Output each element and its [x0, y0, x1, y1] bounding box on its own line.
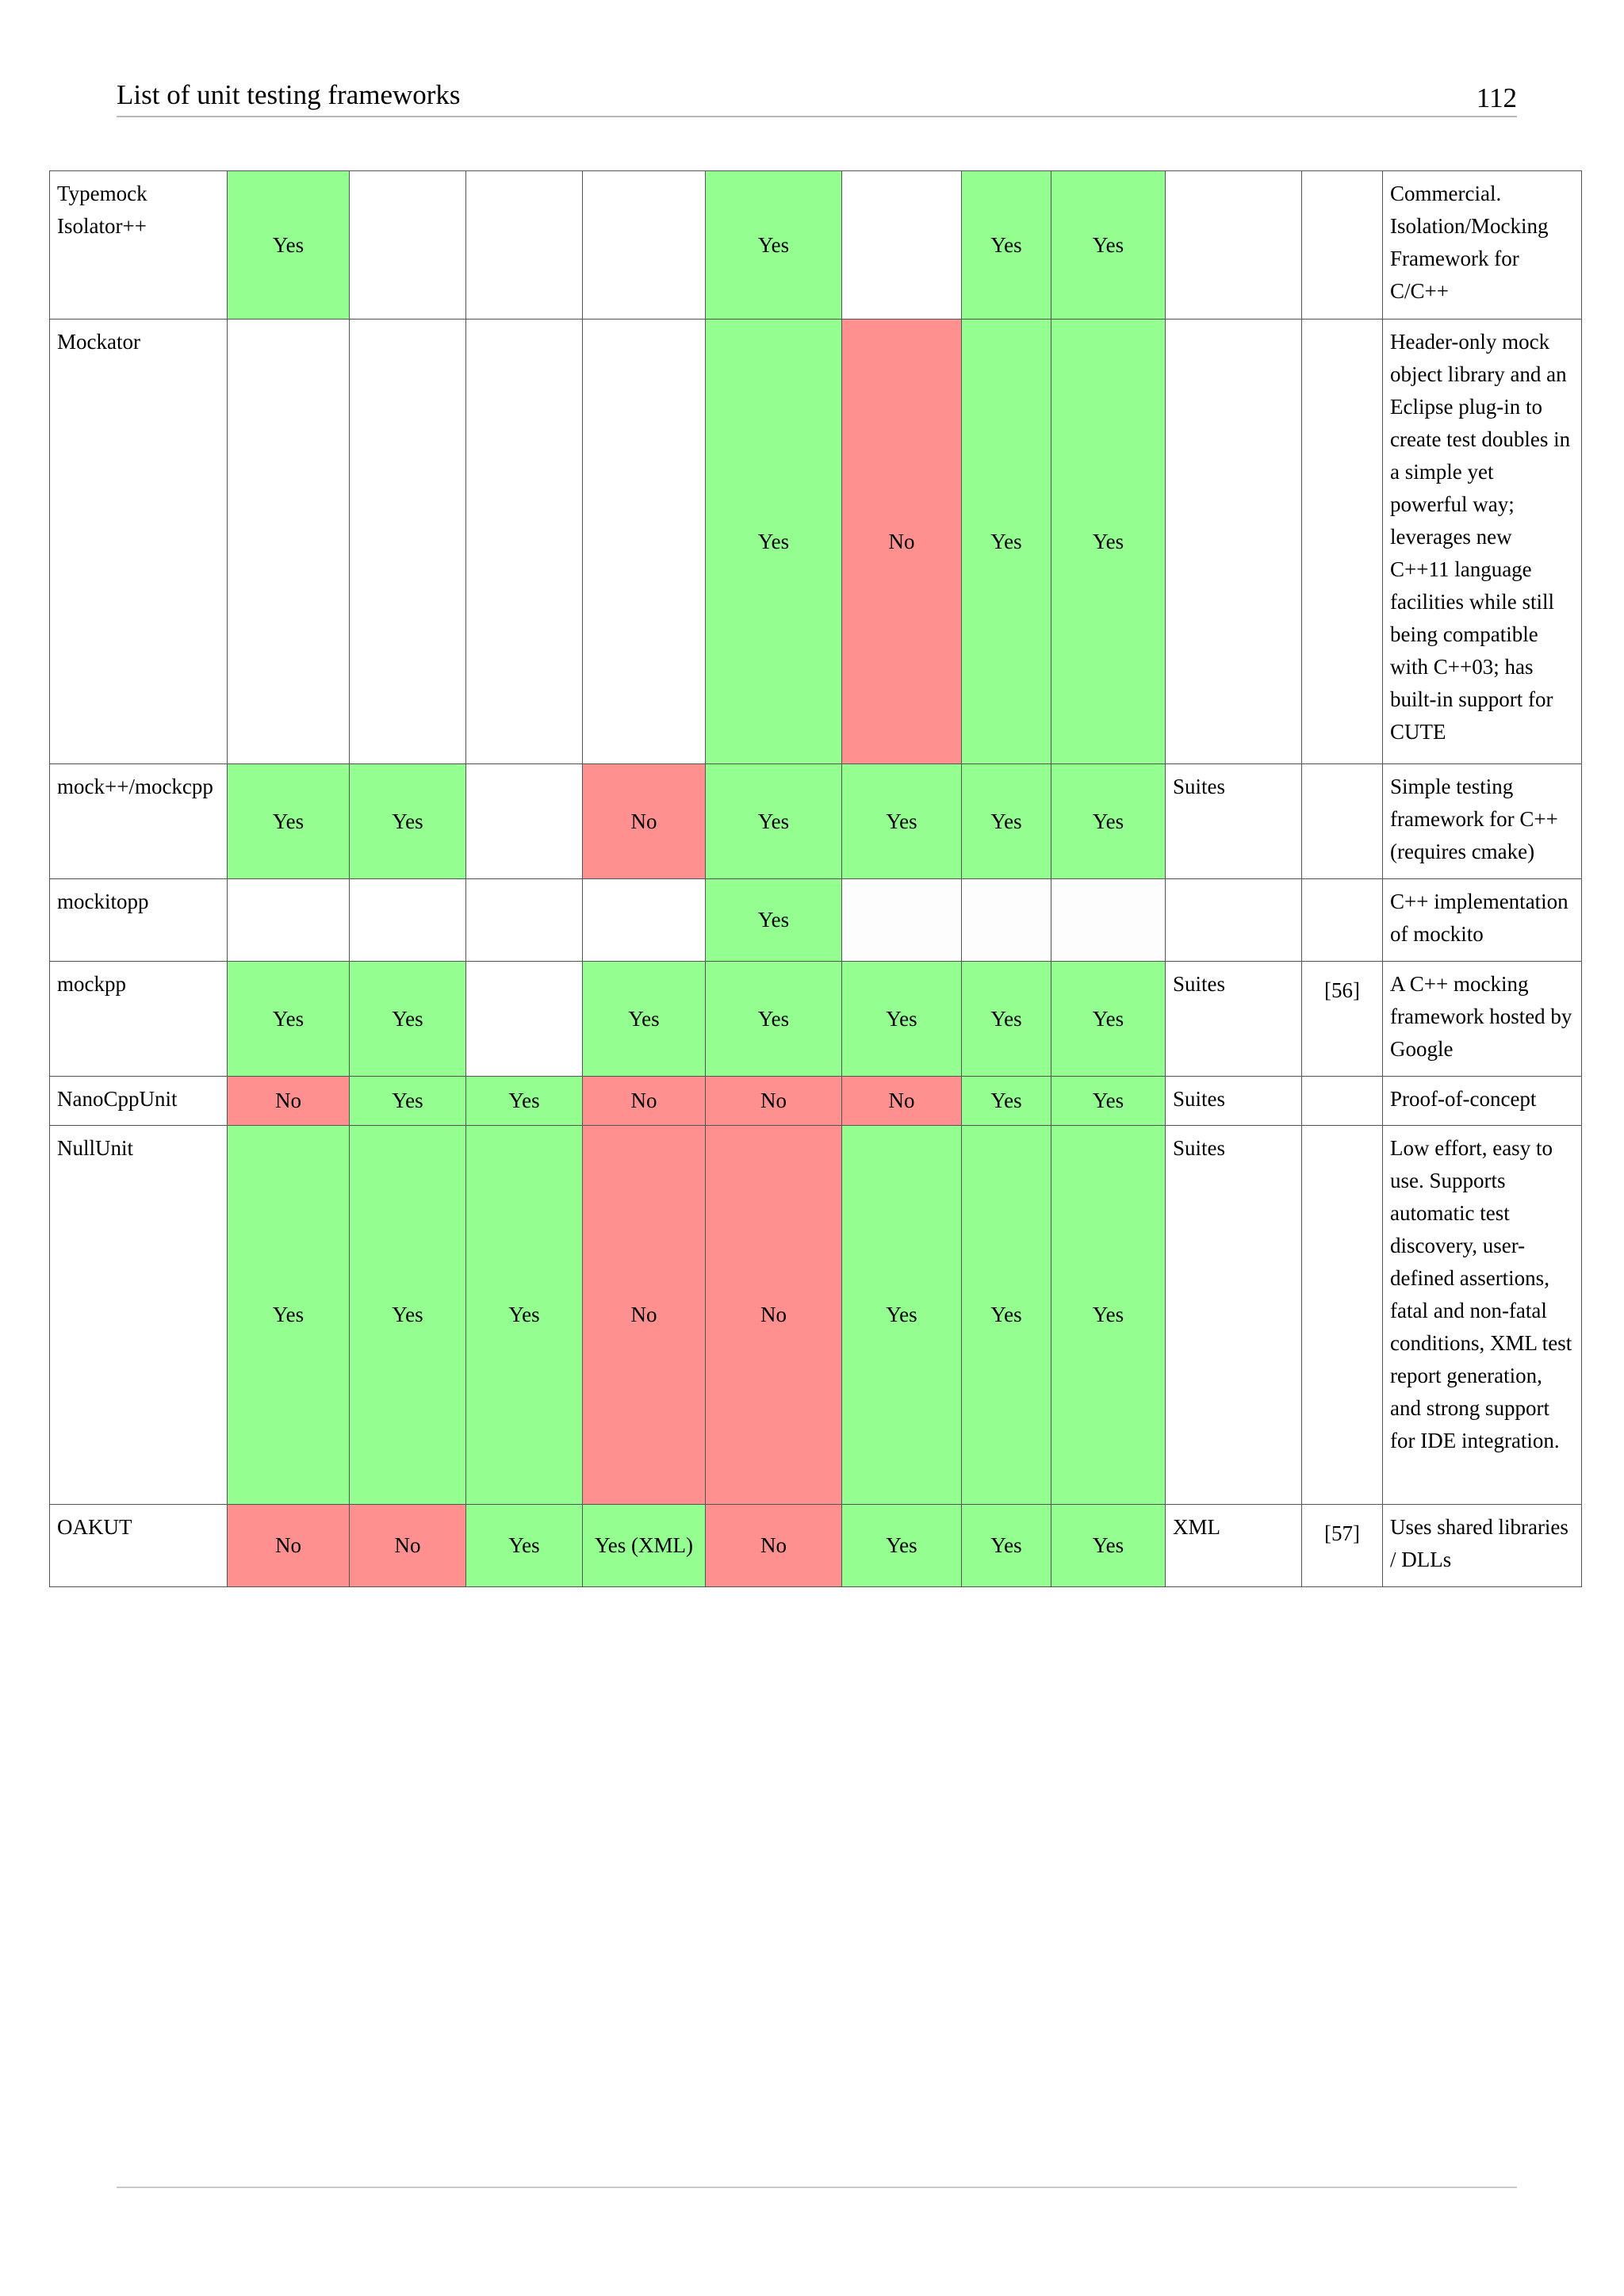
feature-cell: No	[583, 764, 706, 879]
feature-cell: Yes	[962, 962, 1051, 1077]
feature-cell	[466, 320, 583, 764]
fixtures-cell	[1166, 320, 1302, 764]
framework-name-cell: Typemock Isolator++	[50, 171, 228, 320]
feature-cell: Yes	[1051, 171, 1166, 320]
reference-cell	[1302, 1126, 1383, 1505]
feature-cell: Yes	[228, 171, 350, 320]
feature-cell: Yes	[350, 962, 466, 1077]
feature-cell: Yes	[1051, 764, 1166, 879]
fixtures-cell: Suites	[1166, 764, 1302, 879]
feature-cell: Yes	[1051, 320, 1166, 764]
feature-cell: Yes	[962, 320, 1051, 764]
framework-name-cell: mockitopp	[50, 879, 228, 962]
feature-cell: Yes	[1051, 962, 1166, 1077]
remarks-cell: Simple testing framework for C++ (requires cmake)	[1383, 764, 1582, 879]
feature-cell: Yes	[842, 1505, 962, 1587]
fixtures-cell: Suites	[1166, 962, 1302, 1077]
feature-cell: Yes	[466, 1126, 583, 1505]
feature-cell: No	[706, 1126, 842, 1505]
remarks-cell: C++ implementation of mockito	[1383, 879, 1582, 962]
feature-cell	[842, 879, 962, 962]
feature-cell	[962, 879, 1051, 962]
remarks-cell: Header-only mock object library and an Eclipse plug-in to create test doubles in a simple yet powerful way; leverages new C++11 language facilities while still being compatible with C++03; has built-in support for CUTE	[1383, 320, 1582, 764]
feature-cell	[583, 171, 706, 320]
fixtures-cell: Suites	[1166, 1126, 1302, 1505]
fixtures-cell	[1166, 879, 1302, 962]
feature-cell: Yes	[1051, 1505, 1166, 1587]
fixtures-cell: XML	[1166, 1505, 1302, 1587]
reference-cell	[1302, 879, 1383, 962]
reference-cell	[1302, 171, 1383, 320]
feature-cell	[350, 171, 466, 320]
fixtures-cell: Suites	[1166, 1077, 1302, 1126]
table-row	[50, 764, 1582, 879]
feature-cell: No	[706, 1077, 842, 1126]
table-row	[50, 171, 1582, 320]
feature-cell: Yes	[706, 962, 842, 1077]
feature-cell: Yes	[962, 1126, 1051, 1505]
feature-cell: Yes	[962, 1505, 1051, 1587]
footer-rule	[117, 2187, 1517, 2188]
feature-cell	[466, 879, 583, 962]
page-title: List of unit testing frameworks	[117, 79, 461, 110]
feature-cell: No	[842, 320, 962, 764]
remarks-cell: Commercial. Isolation/Mocking Framework for C/C++	[1383, 171, 1582, 320]
feature-cell	[583, 879, 706, 962]
page-header	[117, 76, 1517, 117]
feature-cell: Yes (XML)	[583, 1505, 706, 1587]
feature-cell	[466, 764, 583, 879]
framework-name-cell: Mockator	[50, 320, 228, 764]
table-row	[50, 1505, 1582, 1587]
feature-cell: No	[706, 1505, 842, 1587]
reference-cell	[1302, 1077, 1383, 1126]
framework-name-cell: NullUnit	[50, 1126, 228, 1505]
frameworks-table	[49, 170, 1582, 1587]
feature-cell: Yes	[706, 320, 842, 764]
feature-cell: No	[350, 1505, 466, 1587]
feature-cell	[228, 320, 350, 764]
feature-cell	[350, 879, 466, 962]
feature-cell: Yes	[228, 962, 350, 1077]
table-row	[50, 879, 1582, 962]
feature-cell: Yes	[1051, 1077, 1166, 1126]
table-row	[50, 1126, 1582, 1505]
feature-cell: Yes	[962, 171, 1051, 320]
feature-cell: Yes	[583, 962, 706, 1077]
feature-cell: No	[228, 1077, 350, 1126]
feature-cell: Yes	[466, 1077, 583, 1126]
feature-cell: Yes	[228, 764, 350, 879]
feature-cell: No	[228, 1505, 350, 1587]
table-row	[50, 320, 1582, 764]
feature-cell: Yes	[1051, 1126, 1166, 1505]
table-row	[50, 962, 1582, 1077]
feature-cell: Yes	[962, 764, 1051, 879]
reference-cell	[1302, 764, 1383, 879]
feature-cell	[583, 320, 706, 764]
feature-cell: Yes	[466, 1505, 583, 1587]
framework-name-cell: NanoCppUnit	[50, 1077, 228, 1126]
remarks-cell: Proof-of-concept	[1383, 1077, 1582, 1126]
page-number: 112	[1476, 82, 1517, 113]
reference-cell: [56]	[1302, 962, 1383, 1077]
feature-cell	[1051, 879, 1166, 962]
feature-cell	[842, 171, 962, 320]
feature-cell: Yes	[706, 171, 842, 320]
feature-cell: Yes	[706, 879, 842, 962]
feature-cell: No	[842, 1077, 962, 1126]
feature-cell: Yes	[842, 764, 962, 879]
remarks-cell: Low effort, easy to use. Supports automatic test discovery, user-defined assertions, fatal and non-fatal conditions, XML test report generation, and strong support for IDE integration.	[1383, 1126, 1582, 1505]
feature-cell: Yes	[228, 1126, 350, 1505]
feature-cell: No	[583, 1126, 706, 1505]
feature-cell: Yes	[350, 1126, 466, 1505]
table-row	[50, 1077, 1582, 1126]
feature-cell: Yes	[842, 1126, 962, 1505]
feature-cell: Yes	[706, 764, 842, 879]
fixtures-cell	[1166, 171, 1302, 320]
feature-cell: Yes	[350, 1077, 466, 1126]
reference-cell: [57]	[1302, 1505, 1383, 1587]
feature-cell: Yes	[842, 962, 962, 1077]
feature-cell	[350, 320, 466, 764]
feature-cell	[466, 962, 583, 1077]
framework-name-cell: OAKUT	[50, 1505, 228, 1587]
feature-cell: No	[583, 1077, 706, 1126]
remarks-cell: A C++ mocking framework hosted by Google	[1383, 962, 1582, 1077]
feature-cell	[228, 879, 350, 962]
reference-cell	[1302, 320, 1383, 764]
feature-cell: Yes	[962, 1077, 1051, 1126]
remarks-cell: Uses shared libraries / DLLs	[1383, 1505, 1582, 1587]
framework-name-cell: mockpp	[50, 962, 228, 1077]
feature-cell: Yes	[350, 764, 466, 879]
framework-name-cell: mock++/mockcpp	[50, 764, 228, 879]
feature-cell	[466, 171, 583, 320]
